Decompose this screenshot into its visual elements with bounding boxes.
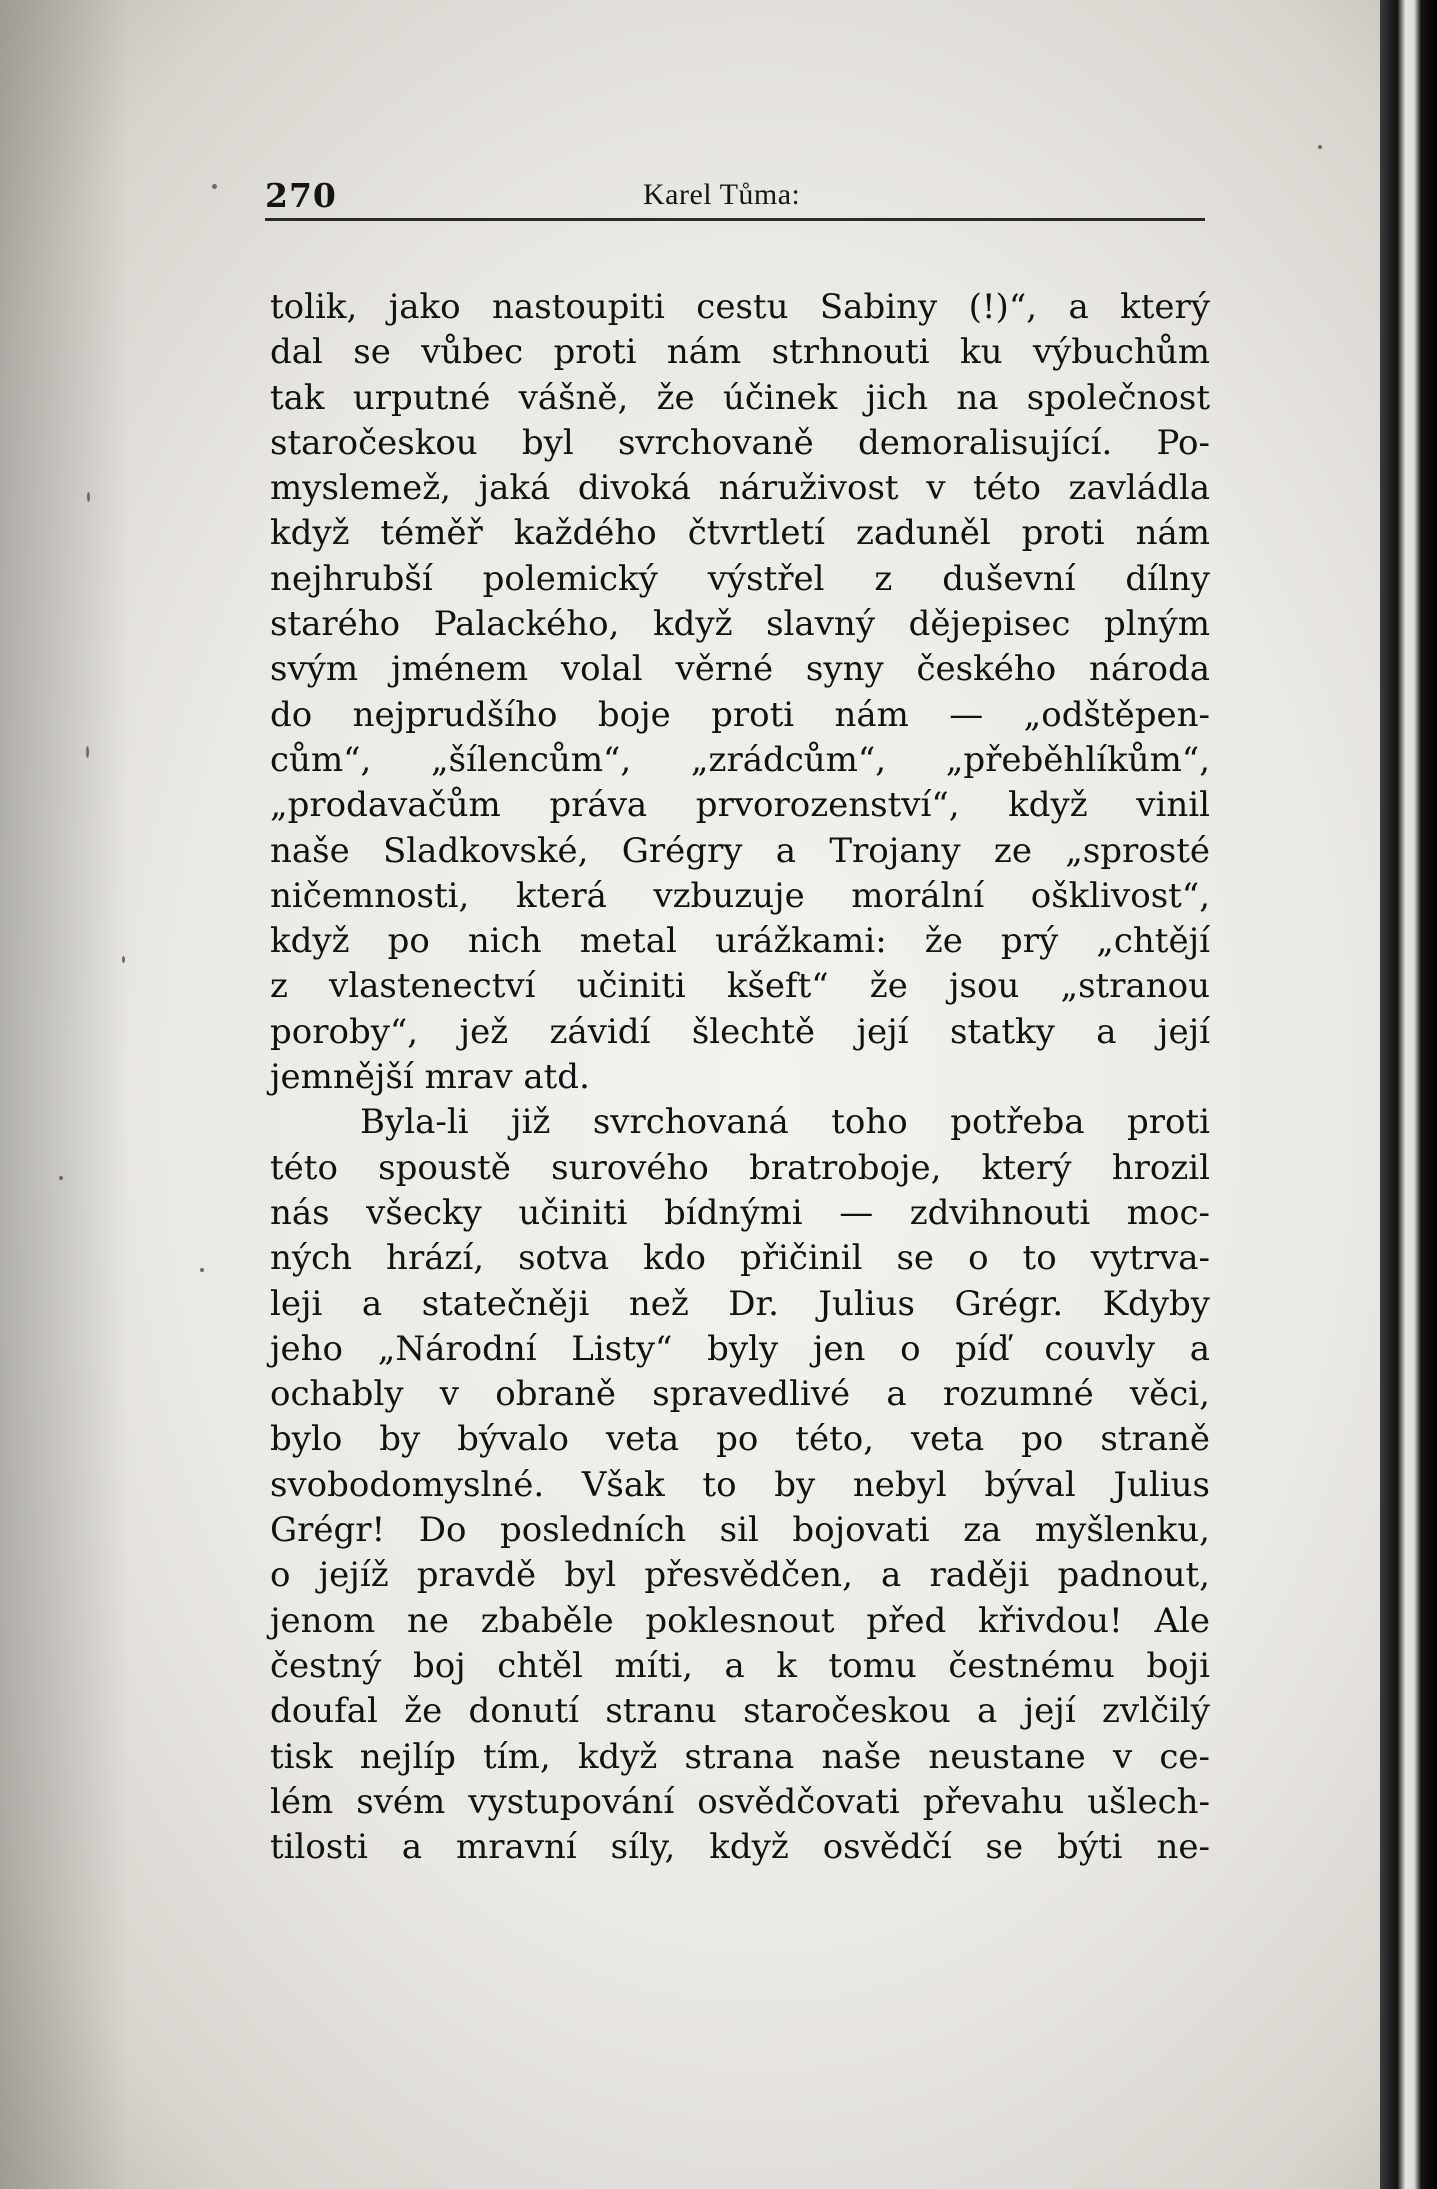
book-spine-edge bbox=[1380, 0, 1437, 2189]
paper-speck bbox=[59, 1176, 63, 1180]
header-rule bbox=[265, 218, 1205, 221]
running-head: Karel Tůma: bbox=[643, 178, 801, 211]
text-line: ničemnosti, která vzbuzuje morální ošklivost“, bbox=[270, 875, 1210, 916]
paper-speck bbox=[200, 1268, 204, 1272]
text-line: dal se vůbec proti nám strhnouti ku výbuchům bbox=[270, 332, 1210, 373]
text-line: svým jménem volal věrné syny českého národa bbox=[270, 649, 1210, 690]
text-line: tak urputné vášně, že účinek jich na společnost bbox=[270, 377, 1210, 418]
text-line: do nejprudšího boje proti nám — „odštěpen- bbox=[270, 694, 1210, 735]
text-line: starého Palackého, když slavný dějepisec plným bbox=[270, 604, 1210, 645]
paragraph-start-line: Byla-li již svrchovaná toho potřeba proti bbox=[360, 1102, 1210, 1143]
text-line: leji a statečněji než Dr. Julius Grégr. Kdyby bbox=[270, 1283, 1210, 1324]
text-line: tolik, jako nastoupiti cestu Sabiny (!)“, a který bbox=[270, 287, 1210, 327]
body-text bbox=[270, 285, 1210, 1870]
text-line: svobodomyslné. Však to by nebyl býval Julius bbox=[270, 1464, 1210, 1505]
text-line: doufal že donutí stranu staročeskou a její zvlčilý bbox=[270, 1691, 1210, 1732]
text-line: jeho „Národní Listy“ byly jen o píď couvly a bbox=[270, 1328, 1210, 1369]
paper-speck bbox=[212, 184, 217, 189]
page-header bbox=[265, 176, 1205, 220]
paper-speck bbox=[1318, 145, 1322, 149]
paper-speck bbox=[122, 956, 125, 963]
text-line: „prodavačům práva prvorozenství“, když vinil bbox=[270, 785, 1210, 826]
text-line: když po nich metal urážkami: že prý „chtějí bbox=[270, 921, 1210, 962]
text-line: bylo by bývalo veta po této, veta po straně bbox=[270, 1419, 1210, 1460]
text-line: cům“, „šílencům“, „zrádcům“, „přeběhlíkům“, bbox=[270, 739, 1210, 780]
text-line: nejhrubší polemický výstřel z duševní dílny bbox=[270, 558, 1210, 599]
text-line: této spoustě surového bratroboje, který hrozil bbox=[270, 1147, 1210, 1188]
text-line: jenom ne zbaběle poklesnout před křivdou! Ale bbox=[270, 1600, 1210, 1641]
text-line: když téměř každého čtvrtletí zaduněl proti nám bbox=[270, 513, 1210, 554]
text-line: tisk nejlíp tím, když strana naše neustane v ce- bbox=[270, 1736, 1210, 1777]
text-line: staročeskou byl svrchovaně demoralisující. Po- bbox=[270, 422, 1210, 463]
text-line: čestný boj chtěl míti, a k tomu čestnému boji bbox=[270, 1645, 1210, 1686]
paper-speck bbox=[87, 492, 90, 502]
text-line: Grégr! Do posledních sil bojovati za myšlenku, bbox=[270, 1510, 1210, 1551]
text-line: poroby“, jež závidí šlechtě její statky a její bbox=[270, 1011, 1210, 1052]
text-line: myslemež, jaká divoká náruživost v této zavládla bbox=[270, 468, 1210, 509]
paper-speck bbox=[86, 746, 89, 758]
text-line: ných hrází, sotva kdo přičinil se o to vytrva- bbox=[270, 1238, 1210, 1279]
page-number: 270 bbox=[265, 176, 337, 215]
text-line: ochably v obraně spravedlivé a rozumné věci, bbox=[270, 1374, 1210, 1415]
text-line: tilosti a mravní síly, když osvědčí se býti ne- bbox=[270, 1827, 1210, 1868]
text-line: z vlastenectví učiniti kšeft“ že jsou „stranou bbox=[270, 966, 1210, 1007]
text-line: o jejíž pravdě byl přesvědčen, a raději padnout, bbox=[270, 1555, 1210, 1596]
text-line: lém svém vystupování osvědčovati převahu ušlech- bbox=[270, 1781, 1210, 1822]
text-line: naše Sladkovské, Grégry a Trojany ze „sprosté bbox=[270, 830, 1210, 871]
text-line: nás všecky učiniti bídnými — zdvihnouti moc- bbox=[270, 1192, 1210, 1233]
paragraph-end-line: jemnější mrav atd. bbox=[270, 1057, 590, 1098]
